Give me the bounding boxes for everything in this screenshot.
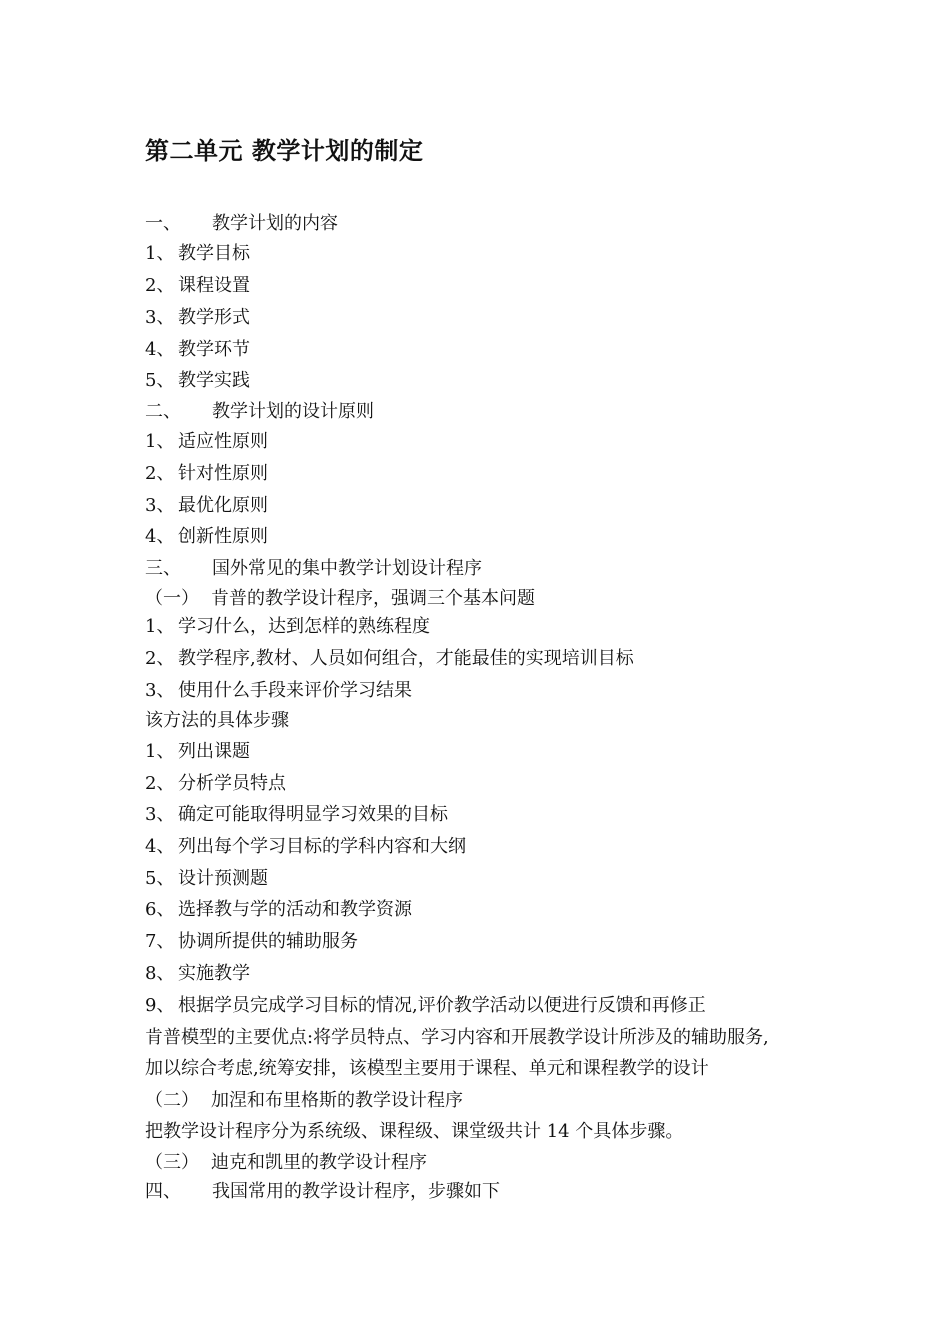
- text-line: [145, 494, 268, 518]
- list-marker: 3、: [145, 680, 175, 701]
- line-text: 列出每个学习目标的学科内容和大纲: [178, 836, 466, 857]
- text-line: [145, 898, 412, 922]
- text-line: [145, 647, 634, 671]
- list-marker: 5、: [145, 370, 175, 391]
- text-line: [145, 212, 338, 236]
- line-text: 肯普模型的主要优点:将学员特点、学习内容和开展教学设计所涉及的辅助服务,: [145, 1027, 769, 1048]
- line-text: 使用什么手段来评价学习结果: [178, 680, 412, 701]
- text-line: [145, 994, 706, 1018]
- line-text: 国外常见的集中教学计划设计程序: [212, 558, 482, 579]
- list-marker: 二、: [145, 401, 181, 422]
- list-marker: 1、: [145, 243, 175, 264]
- list-marker: 9、: [145, 995, 175, 1016]
- list-marker: 3、: [145, 804, 175, 825]
- text-line: [145, 462, 268, 486]
- list-marker: 4、: [145, 526, 175, 547]
- line-text: 该方法的具体步骤: [145, 710, 289, 731]
- list-marker: 6、: [145, 899, 175, 920]
- line-text: 把教学设计程序分为系统级、课程级、课堂级共计 14 个具体步骤。: [145, 1121, 684, 1142]
- line-text: 创新性原则: [178, 526, 268, 547]
- line-text: 根据学员完成学习目标的情况,评价教学活动以便进行反馈和再修正: [178, 995, 706, 1016]
- text-line: [145, 525, 268, 549]
- text-line: [145, 1180, 500, 1204]
- text-line: [145, 740, 250, 764]
- text-line: [145, 772, 286, 796]
- list-marker: 2、: [145, 773, 175, 794]
- list-marker: 4、: [145, 339, 175, 360]
- line-text: 课程设置: [178, 275, 250, 296]
- text-line: [145, 587, 535, 611]
- line-text: 列出课题: [178, 741, 250, 762]
- list-marker: （三）: [145, 1152, 199, 1173]
- list-marker: 2、: [145, 648, 175, 669]
- text-line: [145, 1089, 463, 1113]
- text-line: [145, 1026, 769, 1050]
- list-marker: 3、: [145, 495, 175, 516]
- line-text: 迪克和凯里的教学设计程序: [211, 1152, 427, 1173]
- text-line: [145, 867, 268, 891]
- line-text: 设计预测题: [178, 868, 268, 889]
- list-marker: 三、: [145, 558, 181, 579]
- list-marker: 7、: [145, 931, 175, 952]
- text-line: [145, 274, 250, 298]
- text-line: [145, 557, 482, 581]
- text-line: [145, 962, 250, 986]
- list-marker: （二）: [145, 1090, 199, 1111]
- text-line: [145, 369, 250, 393]
- list-marker: 1、: [145, 431, 175, 452]
- text-line: [145, 803, 448, 827]
- text-line: [145, 400, 374, 424]
- line-text: 教学程序,教材、人员如何组合，才能最佳的实现培训目标: [178, 648, 634, 669]
- line-text: 教学目标: [178, 243, 250, 264]
- text-line: [145, 430, 268, 454]
- line-text: 加涅和布里格斯的教学设计程序: [211, 1090, 463, 1111]
- line-text: 选择教与学的活动和教学资源: [178, 899, 412, 920]
- list-marker: 2、: [145, 463, 175, 484]
- line-text: 最优化原则: [178, 495, 268, 516]
- line-text: 学习什么，达到怎样的熟练程度: [178, 616, 430, 637]
- text-line: [145, 709, 289, 733]
- line-text: 分析学员特点: [178, 773, 286, 794]
- line-text: 教学环节: [178, 339, 250, 360]
- line-text: 协调所提供的辅助服务: [178, 931, 358, 952]
- text-line: [145, 1151, 427, 1175]
- line-text: 教学计划的设计原则: [212, 401, 374, 422]
- list-marker: 3、: [145, 307, 175, 328]
- line-text: 确定可能取得明显学习效果的目标: [178, 804, 448, 825]
- line-text: 肯普的教学设计程序，强调三个基本问题: [211, 588, 535, 609]
- list-marker: 1、: [145, 741, 175, 762]
- line-text: 实施教学: [178, 963, 250, 984]
- line-text: 教学计划的内容: [212, 213, 338, 234]
- line-text: 加以综合考虑,统筹安排，该模型主要用于课程、单元和课程教学的设计: [145, 1058, 709, 1079]
- list-marker: 四、: [145, 1181, 181, 1202]
- text-line: [145, 835, 466, 859]
- text-line: [145, 615, 430, 639]
- text-line: [145, 1057, 709, 1081]
- list-marker: 一、: [145, 213, 181, 234]
- line-text: 我国常用的教学设计程序，步骤如下: [212, 1181, 500, 1202]
- line-text: 针对性原则: [178, 463, 268, 484]
- line-text: 适应性原则: [178, 431, 268, 452]
- line-text: 教学形式: [178, 307, 250, 328]
- list-marker: （一）: [145, 588, 199, 609]
- list-marker: 1、: [145, 616, 175, 637]
- list-marker: 4、: [145, 836, 175, 857]
- text-line: [145, 679, 412, 703]
- line-text: 教学实践: [178, 370, 250, 391]
- text-line: [145, 338, 250, 362]
- document-title: 第二单元 教学计划的制定: [145, 137, 424, 165]
- text-line: [145, 1120, 683, 1144]
- list-marker: 5、: [145, 868, 175, 889]
- text-line: [145, 930, 358, 954]
- text-line: [145, 306, 250, 330]
- text-line: [145, 242, 250, 266]
- list-marker: 2、: [145, 275, 175, 296]
- list-marker: 8、: [145, 963, 175, 984]
